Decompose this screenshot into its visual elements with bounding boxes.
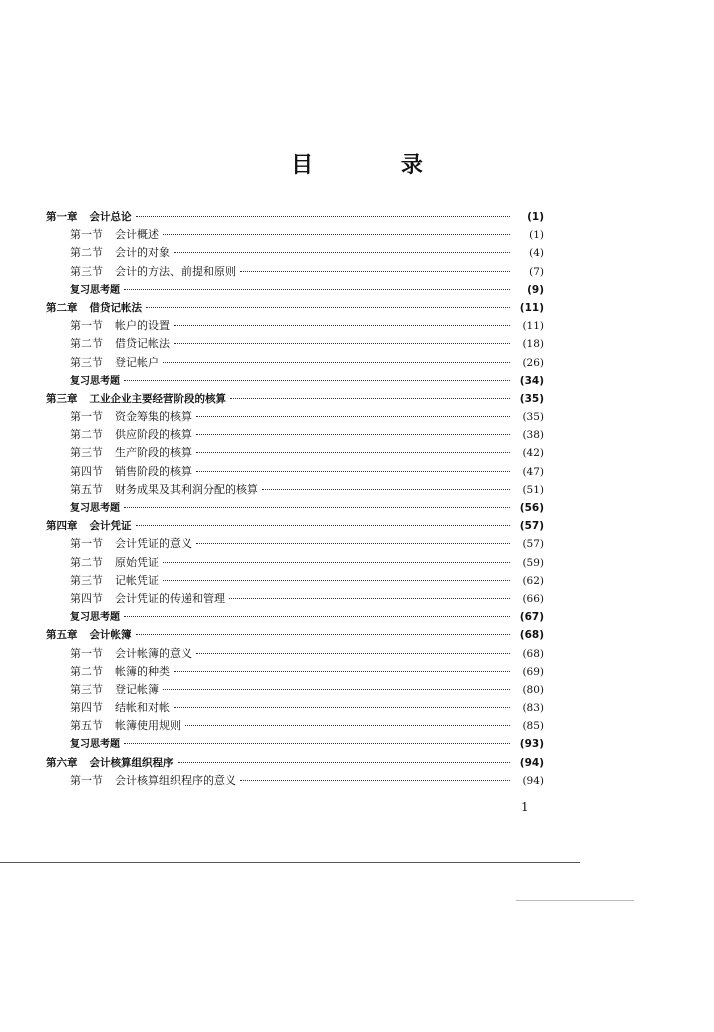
dot-leader <box>163 580 510 581</box>
dot-leader <box>174 671 510 672</box>
toc-entry-title: 复习思考题 <box>70 739 120 751</box>
dot-leader <box>124 380 510 381</box>
toc-entry-title: 登记帐户 <box>115 355 159 369</box>
dot-leader <box>146 307 510 308</box>
toc-entry-number: 第三节 <box>70 264 103 278</box>
toc-entry-page: (51) <box>522 483 544 496</box>
dot-leader <box>136 525 511 526</box>
toc-entry-title: 生产阶段的核算 <box>115 446 192 460</box>
toc-section-row <box>46 717 544 735</box>
toc-entry-page: (18) <box>522 338 544 351</box>
toc-entry-number: 第一节 <box>70 228 103 242</box>
dot-leader <box>174 325 510 326</box>
dot-leader <box>240 780 510 781</box>
toc-section-row <box>46 554 544 572</box>
dot-leader <box>163 362 510 363</box>
scan-edge-line <box>0 862 580 863</box>
dot-leader <box>229 598 510 599</box>
toc-section-row <box>46 426 544 444</box>
toc-entry-number: 第三节 <box>70 446 103 460</box>
toc-entry-title: 供应阶段的核算 <box>115 428 192 442</box>
dot-leader <box>196 543 510 544</box>
toc-review-row <box>46 608 544 626</box>
toc-entry-page: (9) <box>527 283 544 296</box>
toc-entry-title: 资金筹集的核算 <box>115 410 192 424</box>
toc-entry-page: (69) <box>522 665 544 678</box>
scan-edge-line-faint <box>516 900 634 901</box>
dot-leader <box>174 343 510 344</box>
dot-leader <box>196 452 510 453</box>
toc-entry-page: (11) <box>519 301 544 314</box>
dot-leader <box>124 289 510 290</box>
toc-entry-number: 第一章 <box>46 211 78 223</box>
dot-leader <box>196 471 510 472</box>
toc-entry-page: (56) <box>519 502 544 514</box>
toc-entry-title: 借贷记帐法 <box>115 337 170 351</box>
toc-entry-number: 第一节 <box>70 410 103 424</box>
toc-entry-page: (62) <box>522 574 544 587</box>
toc-entry-number: 第三章 <box>46 392 78 405</box>
toc-review-row <box>46 372 544 390</box>
toc-entry-page: (34) <box>519 374 544 387</box>
toc-entry-title: 工业企业主要经营阶段的核算 <box>89 392 226 405</box>
toc-entry-title: 结帐和对帐 <box>115 701 170 715</box>
toc-entry-number: 第六章 <box>46 756 78 769</box>
toc-entry-title: 会计的方法、前提和原则 <box>115 264 236 278</box>
toc-section-row <box>46 590 544 608</box>
toc-entry-page: (93) <box>519 738 544 751</box>
toc-entry-page: (68) <box>522 647 544 660</box>
toc-entry-page: (1) <box>527 211 544 223</box>
toc-chapter-row <box>46 208 544 226</box>
toc-entry-number: 第三节 <box>70 682 103 696</box>
toc-entry-page: (38) <box>522 429 544 442</box>
toc-entry-title: 原始凭证 <box>115 555 159 569</box>
toc-entry-page: (85) <box>522 720 544 733</box>
toc-entry-page: (42) <box>522 447 544 460</box>
dot-leader <box>230 398 510 399</box>
dot-leader <box>196 434 510 435</box>
toc-chapter-row <box>46 517 544 535</box>
toc-entry-title: 复习思考题 <box>70 612 120 624</box>
toc-entry-number: 第一节 <box>70 646 103 660</box>
toc-entry-number: 第一节 <box>70 319 103 333</box>
page-number: 1 <box>521 800 529 814</box>
dot-leader <box>196 653 510 654</box>
toc-entry-title: 会计凭证的传递和管理 <box>115 591 225 605</box>
dot-leader <box>124 616 510 617</box>
toc-entry-number: 第二节 <box>70 664 103 678</box>
toc-entry-title: 帐户的设置 <box>115 319 170 333</box>
dot-leader <box>124 743 510 744</box>
toc-entry-page: (7) <box>529 265 544 278</box>
toc-entry-title: 会计的对象 <box>115 246 170 260</box>
toc-entry-page: (80) <box>522 683 544 696</box>
dot-leader <box>196 416 510 417</box>
toc-entry-title: 会计总论 <box>89 211 132 223</box>
toc-entry-title: 记帐凭证 <box>115 573 159 587</box>
toc-entry-page: (47) <box>522 465 544 478</box>
toc-entry-number: 第四节 <box>70 464 103 478</box>
toc-section-row <box>46 645 544 663</box>
toc-entry-number: 第四节 <box>70 591 103 605</box>
dot-leader <box>174 252 510 253</box>
toc-entry-title: 复习思考题 <box>70 375 120 387</box>
toc-section-row <box>46 354 544 372</box>
toc-entry-page: (57) <box>522 538 544 551</box>
toc-entry-number: 第二节 <box>70 246 103 260</box>
toc-entry-page: (94) <box>522 774 544 787</box>
toc-entry-title: 帐簿使用规则 <box>115 719 181 733</box>
dot-leader <box>240 271 510 272</box>
page-title: 目 录 <box>291 153 463 178</box>
toc-entry-number: 第二章 <box>46 301 78 314</box>
toc-section-row <box>46 263 544 281</box>
toc-section-row <box>46 317 544 335</box>
toc-entry-title: 复习思考题 <box>70 503 120 514</box>
dot-leader <box>124 507 510 508</box>
toc-review-row <box>46 499 544 517</box>
dot-leader <box>262 489 510 490</box>
toc-entry-number: 第五节 <box>70 719 103 733</box>
dot-leader <box>163 689 510 690</box>
toc-entry-number: 第一节 <box>70 537 103 551</box>
toc-chapter-row <box>46 754 544 772</box>
toc-section-row <box>46 572 544 590</box>
toc-entry-number: 第五节 <box>70 482 103 496</box>
toc-entry-page: (94) <box>519 756 544 769</box>
toc-entry-title: 会计帐簿 <box>89 629 132 642</box>
dot-leader <box>178 762 511 763</box>
toc-section-row <box>46 244 544 262</box>
toc-entry-page: (11) <box>522 320 544 333</box>
toc-review-row <box>46 735 544 753</box>
toc-entry-number: 第五章 <box>46 629 78 642</box>
toc-entry-number: 第二节 <box>70 337 103 351</box>
toc-entry-title: 销售阶段的核算 <box>115 464 192 478</box>
toc-section-row <box>46 772 544 790</box>
dot-leader <box>136 216 511 217</box>
toc-entry-number: 第二节 <box>70 555 103 569</box>
toc-entry-page: (57) <box>519 520 544 533</box>
toc-entry-title: 财务成果及其利润分配的核算 <box>115 482 258 496</box>
toc-section-row <box>46 481 544 499</box>
toc-entry-title: 复习思考题 <box>70 284 120 296</box>
toc-section-row <box>46 335 544 353</box>
toc-entry-title: 会计凭证的意义 <box>115 537 192 551</box>
toc-entry-page: (66) <box>522 592 544 605</box>
toc-entry-number: 第三节 <box>70 573 103 587</box>
dot-leader <box>136 634 511 635</box>
toc-entry-page: (67) <box>519 611 544 624</box>
toc-chapter-row <box>46 626 544 644</box>
toc-entry-title: 会计核算组织程序的意义 <box>115 773 236 787</box>
toc-entry-number: 第四节 <box>70 701 103 715</box>
toc-section-row <box>46 535 544 553</box>
toc-section-row <box>46 226 544 244</box>
toc-chapter-row <box>46 299 544 317</box>
toc-section-row <box>46 408 544 426</box>
dot-leader <box>163 234 510 235</box>
toc-entry-title: 会计概述 <box>115 228 159 242</box>
toc-section-row <box>46 444 544 462</box>
toc-chapter-row <box>46 390 544 408</box>
toc-entry-title: 借贷记帐法 <box>89 301 142 314</box>
toc-section-row <box>46 699 544 717</box>
toc-section-row <box>46 681 544 699</box>
toc-entry-title: 登记帐簿 <box>115 682 159 696</box>
toc-entry-title: 会计凭证 <box>89 520 132 533</box>
table-of-contents <box>46 208 544 790</box>
toc-entry-title: 会计核算组织程序 <box>89 756 174 769</box>
toc-entry-title: 帐簿的种类 <box>115 664 170 678</box>
toc-section-row <box>46 463 544 481</box>
toc-entry-page: (83) <box>522 702 544 715</box>
toc-entry-number: 第三节 <box>70 355 103 369</box>
dot-leader <box>174 707 510 708</box>
toc-entry-page: (59) <box>522 556 544 569</box>
toc-entry-number: 第二节 <box>70 428 103 442</box>
toc-entry-page: (68) <box>519 629 544 642</box>
toc-review-row <box>46 281 544 299</box>
toc-entry-number: 第四章 <box>46 520 78 533</box>
toc-entry-page: (35) <box>519 392 544 405</box>
toc-entry-page: (1) <box>529 229 544 242</box>
toc-entry-page: (35) <box>522 411 544 424</box>
toc-entry-page: (4) <box>529 247 544 260</box>
dot-leader <box>185 725 510 726</box>
toc-entry-number: 第一节 <box>70 773 103 787</box>
toc-entry-page: (26) <box>522 356 544 369</box>
toc-section-row <box>46 663 544 681</box>
toc-entry-title: 会计帐簿的意义 <box>115 646 192 660</box>
dot-leader <box>163 562 510 563</box>
